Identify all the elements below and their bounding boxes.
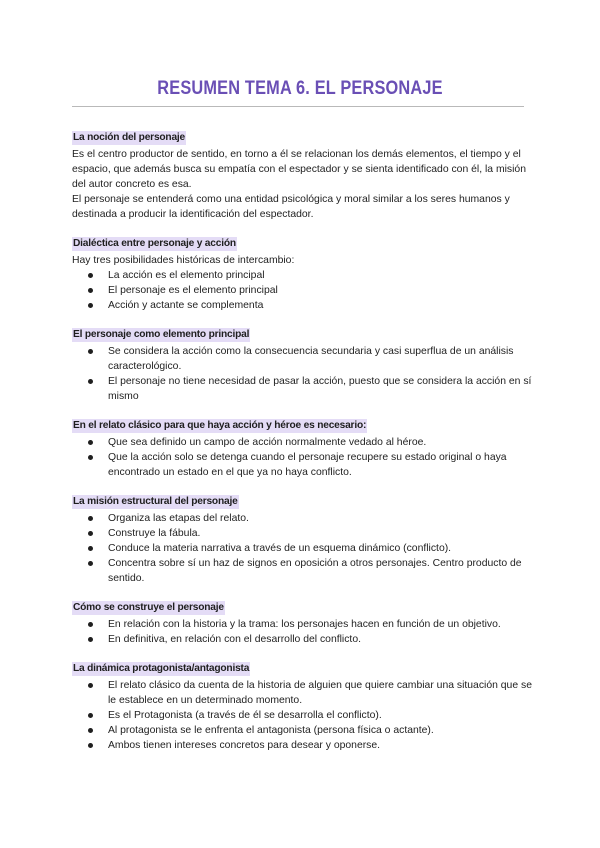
paragraph: Es el centro productor de sentido, en torno a él se relacionan los demás elementos, el tiempo y el espacio, que además busca su empatía con el espectador y se sienta identificado con él, la misión del autor concreto es esa.: [72, 149, 526, 190]
bullet-icon: [88, 440, 93, 445]
bullet-icon: [88, 546, 93, 551]
document-body: [72, 130, 532, 767]
bullet-icon: [88, 349, 93, 354]
list-item: [72, 556, 532, 586]
list-item-text: La acción es el elemento principal: [108, 270, 265, 281]
bullet-icon: [88, 561, 93, 566]
section: [72, 661, 532, 753]
list-item: [72, 678, 532, 708]
list-item: [72, 541, 532, 556]
list-item-text: El personaje es el elemento principal: [108, 285, 278, 296]
paragraph: Hay tres posibilidades históricas de intercambio:: [72, 255, 295, 266]
list-item: [72, 511, 532, 526]
bullet-icon: [88, 288, 93, 293]
list-item-text: Se considera la acción como la consecuencia secundaria y casi superflua de un análisis caracterológico.: [108, 346, 514, 372]
list-item: [72, 374, 532, 404]
bullet-list: [72, 435, 532, 480]
bullet-icon: [88, 531, 93, 536]
section-heading: La misión estructural del personaje: [73, 496, 238, 507]
bullet-list: [72, 617, 532, 647]
list-item-text: En relación con la historia y la trama: los personajes hacen en función de un objetivo.: [108, 619, 501, 630]
list-item: [72, 298, 532, 313]
bullet-icon: [88, 455, 93, 460]
bullet-icon: [88, 516, 93, 521]
section: [72, 327, 532, 404]
list-item-text: Conduce la materia narrativa a través de un esquema dinámico (conflicto).: [108, 543, 452, 554]
list-item-text: El personaje no tiene necesidad de pasar la acción, puesto que se considera la acción en sí mismo: [108, 376, 532, 402]
bullet-icon: [88, 713, 93, 718]
bullet-icon: [88, 622, 93, 627]
list-item-text: Ambos tienen intereses concretos para desear y oponerse.: [108, 740, 381, 751]
bullet-icon: [88, 728, 93, 733]
list-item-text: Es el Protagonista (a través de él se desarrolla el conflicto).: [108, 710, 382, 721]
bullet-list: [72, 268, 532, 313]
bullet-icon: [88, 637, 93, 642]
list-item: [72, 526, 532, 541]
list-item-text: Concentra sobre sí un haz de signos en oposición a otros personajes. Centro producto de sentido.: [108, 558, 522, 584]
bullet-icon: [88, 683, 93, 688]
list-item-text: Acción y actante se complementa: [108, 300, 264, 311]
section-heading: La noción del personaje: [73, 132, 186, 143]
list-item: [72, 723, 532, 738]
paragraph: El personaje se entenderá como una entidad psicológica y moral similar a los seres humanos y destinada a producir la identificación del espectador.: [72, 194, 510, 220]
section: [72, 600, 532, 647]
list-item: [72, 617, 532, 632]
list-item: [72, 344, 532, 374]
page-title: RESUMEN TEMA 6. EL PERSONAJE: [157, 78, 443, 99]
bullet-icon: [88, 743, 93, 748]
list-item: [72, 435, 532, 450]
bullet-list: [72, 344, 532, 404]
list-item-text: Al protagonista se le enfrenta el antagonista (persona física o actante).: [108, 725, 434, 736]
section-heading: Cómo se construye el personaje: [73, 602, 224, 613]
list-item: [72, 738, 532, 753]
list-item: [72, 450, 532, 480]
section-heading: Dialéctica entre personaje y acción: [73, 238, 236, 249]
list-item-text: Que la acción solo se detenga cuando el personaje recupere su estado original o haya encontrado un estado en el que ya no haya conflicto.: [108, 452, 507, 478]
list-item-text: En definitiva, en relación con el desarrollo del conflicto.: [108, 634, 361, 645]
section-heading: La dinámica protagonista/antagonista: [73, 663, 250, 674]
bullet-list: [72, 511, 532, 586]
bullet-list: [72, 678, 532, 753]
section: [72, 494, 532, 586]
bullet-icon: [88, 273, 93, 278]
list-item-text: El relato clásico da cuenta de la historia de alguien que quiere cambiar una situación que se le establece en un determinado momento.: [108, 680, 532, 706]
section: [72, 418, 532, 480]
list-item-text: Que sea definido un campo de acción normalmente vedado al héroe.: [108, 437, 427, 448]
section-heading: El personaje como elemento principal: [73, 329, 250, 340]
list-item: [72, 708, 532, 723]
section: [72, 236, 532, 313]
section-heading: En el relato clásico para que haya acción y héroe es necesario:: [73, 420, 367, 431]
list-item: [72, 268, 532, 283]
title-divider: [72, 106, 524, 107]
list-item-text: Construye la fábula.: [108, 528, 201, 539]
list-item: [72, 632, 532, 647]
list-item: [72, 283, 532, 298]
list-item-text: Organiza las etapas del relato.: [108, 513, 249, 524]
bullet-icon: [88, 379, 93, 384]
bullet-icon: [88, 303, 93, 308]
section: [72, 130, 532, 222]
